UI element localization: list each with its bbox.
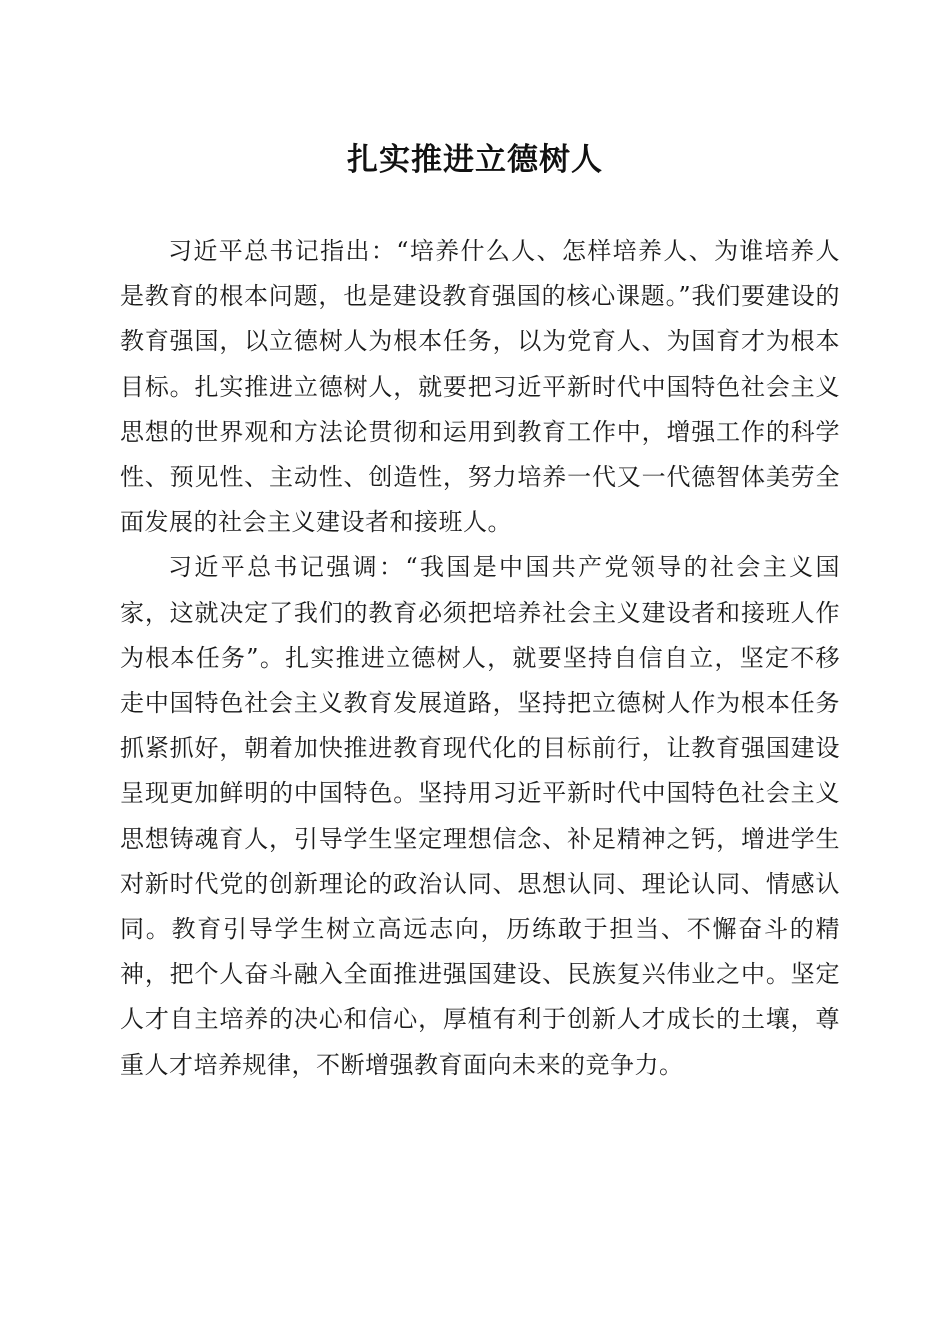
document-title: 扎实推进立德树人: [347, 142, 603, 178]
paragraph-1: 习近平总书记指出：“培养什么人、怎样培养人、为谁培养人是教育的根本问题，也是建设教育强国的核心课题。”我们要建设的教育强国，以立德树人为根本任务，以为党育人、为国育才为根本目标。扎实推进立德树人，就要把习近平新时代中国特色社会主义思想的世界观和方法论贯彻和运用到教育工作中，增强工作的科学性、预见性、主动性、创造性，努力培养一代又一代德智体美劳全面发展的社会主义建设者和接班人。: [120, 237, 840, 537]
paragraph-2: 习近平总书记强调：“我国是中国共产党领导的社会主义国家，这就决定了我们的教育必须把培养社会主义建设者和接班人作为根本任务”。扎实推进立德树人，就要坚持自信自立，坚定不移走中国特色社会主义教育发展道路，坚持把立德树人作为根本任务抓紧抓好，朝着加快推进教育现代化的目标前行，让教育强国建设呈现更加鲜明的中国特色。坚持用习近平新时代中国特色社会主义思想铸魂育人，引导学生坚定理想信念、补足精神之钙，增进学生对新时代党的创新理论的政治认同、思想认同、理论认同、情感认同。教育引导学生树立高远志向，历练敢于担当、不懈奋斗的精神，把个人奋斗融入全面推进强国建设、民族复兴伟业之中。坚定人才自主培养的决心和信心，厚植有利于创新人才成长的土壤，尊重人才培养规律，不断增强教育面向未来的竞争力。: [120, 553, 840, 1079]
document-body: [120, 229, 840, 1088]
